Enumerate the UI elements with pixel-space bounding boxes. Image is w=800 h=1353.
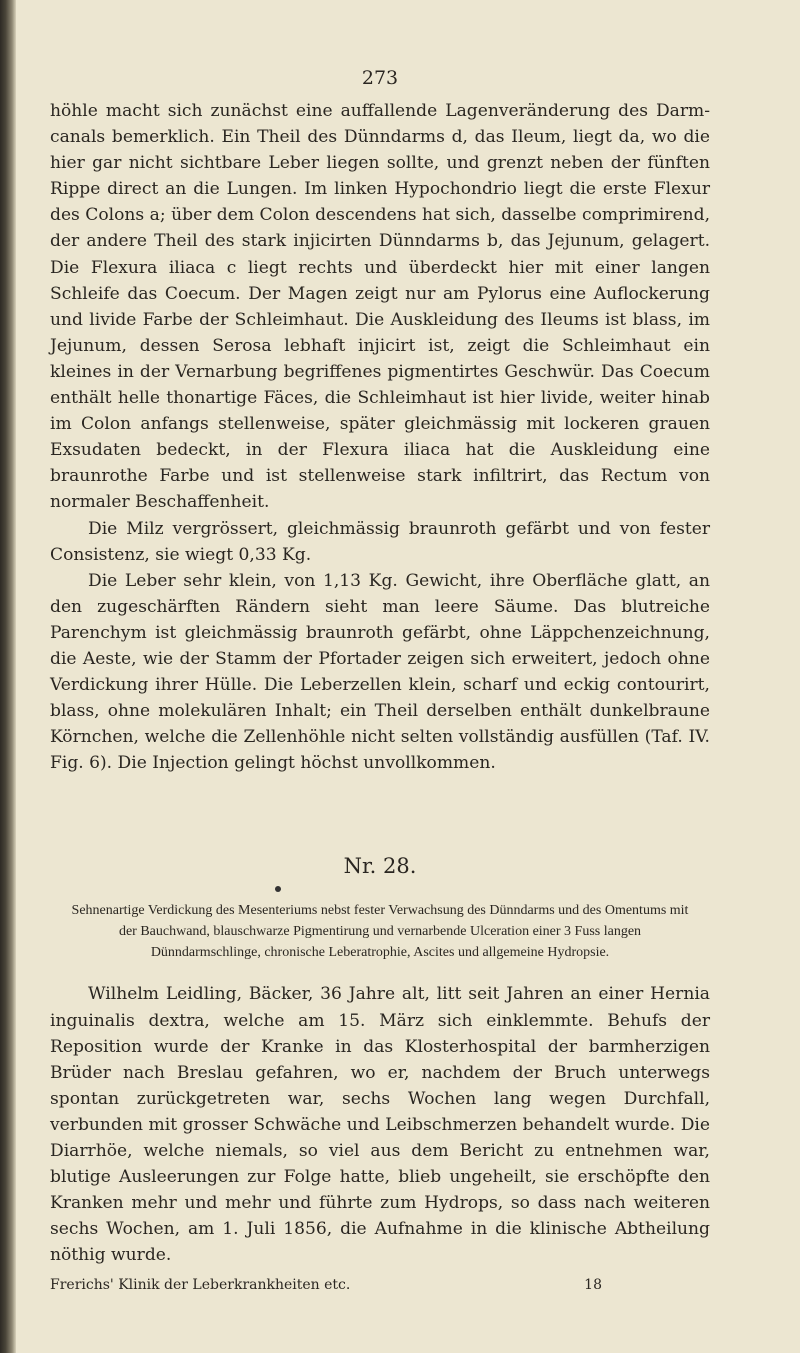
page-footer	[50, 1272, 710, 1298]
bottom-text-block	[50, 981, 710, 1268]
section-caption: Sehnenartige Verdickung des Mesenteriums nebst fester Verwachsung des Dünndarms und des Omentums mit der Bauchwand, blauschwarze Pigmentirung und vernarbende Ulceration einer 3 Fuss langen Dünndarmschlinge, chronische Leberatrophie, Ascites und allgemeine Hydropsie.	[71, 903, 689, 961]
page-number: 273	[361, 67, 399, 89]
paragraph-1: höhle macht sich zunächst eine auffallende Lagenveränderung des Darm-canals bemerklich. Ein Theil des Dünndarms d, das Ileum, liegt da, wo die hier gar nicht sichtbare Leber liegen sollte, und grenzt neben der fünften Rippe direct an die Lungen. Im linken Hypochondrio liegt die erste Flexur des Colons a; über dem Colon descendens hat sich, dasselbe comprimirend, der andere Theil des stark injicirten Dünndarms b, das Jejunum, gelagert. Die Flexura iliaca c liegt rechts und überdeckt hier mit einer langen Schleife das Coecum. Der Magen zeigt nur am Pylorus eine Auflockerung und livide Farbe der Schleimhaut. Die Auskleidung des Ileums ist blass, im Jejunum, dessen Serosa lebhaft injicirt ist, zeigt die Schleimhaut ein kleines in der Vernarbung begriffenes pigmentirtes Geschwür. Das Coecum enthält helle thonartige Fäces, die Schleimhaut ist hier livide, weiter hinab im Colon anfangs stellenweise, später gleichmässig mit lockeren grauen Exsudaten bedeckt, in der Flexura iliaca hat die Auskleidung eine braunrothe Farbe und ist stellenweise stark infiltrirt, das Rectum von normaler Beschaffenheit.	[50, 101, 710, 513]
paragraph-2: Die Milz vergrössert, gleichmässig braunroth gefärbt und von fester Consistenz, sie wiegt 0,33 Kg.	[50, 518, 710, 565]
sheet-number: 18	[584, 1277, 602, 1294]
page-binding-edge	[0, 0, 16, 1353]
top-text-block	[50, 98, 710, 776]
paragraph-4: Wilhelm Leidling, Bäcker, 36 Jahre alt, litt seit Jahren an einer Hernia inguinalis dextra, welche am 15. März sich einklemmte. Behufs der Reposition wurde der Kranke in das Klosterhospital der barmherzigen Brüder nach Breslau gefahren, wo er, nachdem der Bruch unterwegs spontan zurückgetreten war, sechs Wochen lang wegen Durchfall, verbunden mit grosser Schwäche und Leibschmerzen behandelt wurde. Die Diarrhöe, welche niemals, so viel aus dem Bericht zu entnehmen war, blutige Ausleerungen zur Folge hatte, blieb ungeheilt, sie erschöpfte den Kranken mehr und mehr und führte zum Hydrops, so dass nach weiteren sechs Wochen, am 1. Juli 1856, die Aufnahme in die klinische Abtheilung nöthig wurde.	[50, 984, 710, 1266]
paragraph-3: Die Leber sehr klein, von 1,13 Kg. Gewicht, ihre Oberfläche glatt, an den zugeschärften Rändern sieht man leere Säume. Das blutreiche Parenchym ist gleichmässig braunroth gefärbt, ohne Läppchenzeichnung, die Aeste, wie der Stamm der Pfortader zeigen sich erweitert, jedoch ohne Verdickung ihrer Hülle. Die Leberzellen klein, scharf und eckig contourirt, blass, ohne molekulären Inhalt; ein Theil derselben enthält dunkelbraune Körnchen, welche die Zellenhöhle nicht selten vollständig ausfüllen (Taf. IV. Fig. 6). Die Injection gelingt höchst unvollkommen.	[50, 570, 710, 774]
ink-dot	[275, 886, 281, 892]
section-heading: Nr. 28.	[343, 854, 417, 879]
book-page	[50, 58, 710, 1299]
footer-signature: Frerichs' Klinik der Leberkrankheiten etc.	[50, 1277, 351, 1294]
